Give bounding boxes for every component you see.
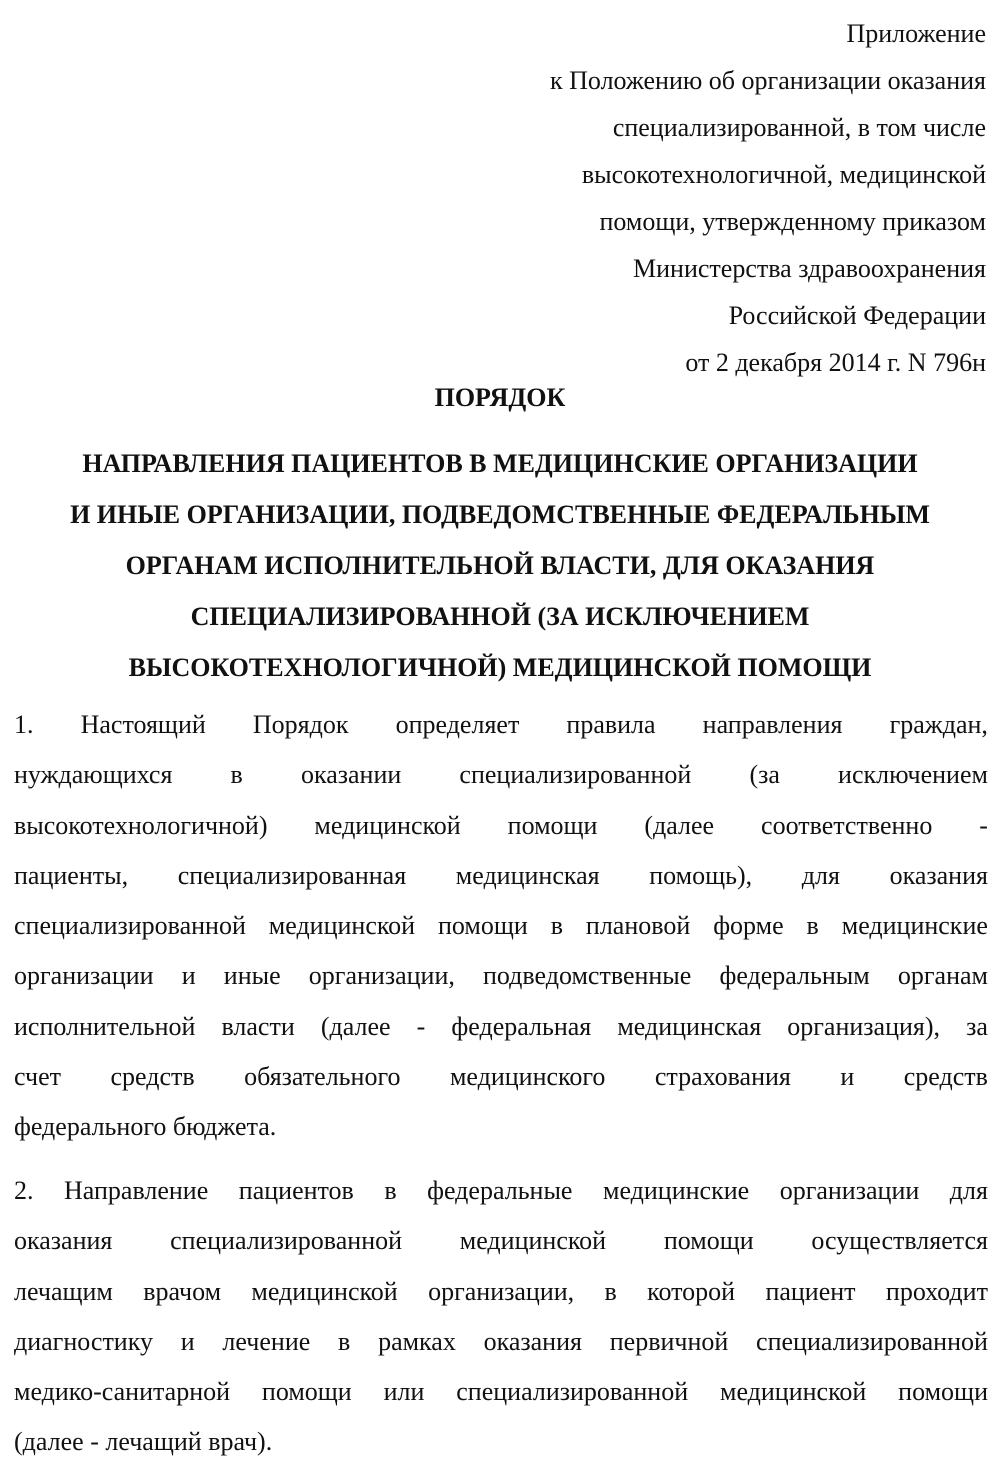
word: медицинской bbox=[314, 810, 461, 840]
word: оказания bbox=[483, 1326, 582, 1356]
word: организации bbox=[779, 1176, 920, 1205]
word: для bbox=[949, 1176, 988, 1205]
word: диагностику bbox=[14, 1326, 153, 1356]
word: организация), bbox=[787, 1011, 941, 1041]
word: медицинской bbox=[459, 1226, 607, 1256]
word: федеральные bbox=[427, 1176, 573, 1205]
justified-line bbox=[14, 1052, 988, 1102]
word: иные bbox=[223, 961, 281, 991]
word: медицинской bbox=[720, 1377, 867, 1407]
subtitle-line: ОРГАНАМ ИСПОЛНИТЕЛЬНОЙ ВЛАСТИ, ДЛЯ ОКАЗАНИЯ bbox=[125, 551, 875, 580]
word: граждан, bbox=[889, 710, 988, 739]
appendix-line: от 2 декабря 2014 г. N 796н bbox=[685, 348, 986, 377]
word: специализированной bbox=[459, 760, 692, 790]
word: в bbox=[806, 911, 819, 941]
word: пациентов bbox=[238, 1176, 354, 1205]
justified-line bbox=[14, 901, 988, 951]
word: федеральным bbox=[719, 961, 870, 991]
word: оказания bbox=[14, 1226, 113, 1256]
word: оказании bbox=[300, 760, 402, 790]
justified-line bbox=[14, 1166, 988, 1216]
last-line: федерального бюджета. bbox=[14, 1112, 277, 1142]
word: власти bbox=[221, 1011, 295, 1041]
word: для bbox=[801, 860, 840, 890]
word: помощи bbox=[507, 810, 598, 840]
word: федеральная bbox=[451, 1011, 592, 1041]
word: специализированной bbox=[170, 1226, 403, 1256]
justified-line bbox=[14, 1002, 988, 1052]
word: пациенты, bbox=[14, 860, 129, 890]
word: помощи bbox=[438, 911, 528, 941]
word: 1. bbox=[14, 710, 34, 739]
word: в bbox=[338, 1326, 351, 1356]
word: правила bbox=[566, 710, 656, 739]
justified-line bbox=[14, 750, 988, 800]
word: лечащим bbox=[14, 1276, 113, 1306]
word: помощи bbox=[898, 1377, 988, 1407]
subtitle-line: И ИНЫЕ ОРГАНИЗАЦИИ, ПОДВЕДОМСТВЕННЫЕ ФЕДЕРАЛЬНЫМ bbox=[70, 500, 930, 529]
word: лечение bbox=[222, 1326, 311, 1356]
word: помощь), bbox=[649, 860, 753, 890]
word: помощи bbox=[663, 1226, 754, 1256]
word: - bbox=[979, 810, 988, 840]
word: или bbox=[383, 1377, 425, 1407]
word: пациент bbox=[765, 1276, 856, 1306]
word: которой bbox=[647, 1276, 736, 1306]
word: форме bbox=[713, 911, 784, 941]
word: за bbox=[966, 1011, 988, 1041]
word: проходит bbox=[885, 1276, 988, 1306]
word: организации, bbox=[428, 1276, 575, 1306]
word: медико-санитарной bbox=[14, 1377, 231, 1407]
word: исполнительной bbox=[14, 1011, 196, 1041]
justified-line bbox=[14, 1267, 988, 1317]
word: и bbox=[181, 961, 196, 991]
justified-line bbox=[14, 1216, 988, 1266]
word: медицинская bbox=[617, 1011, 762, 1041]
word: помощи bbox=[261, 1377, 352, 1407]
appendix-header bbox=[286, 10, 986, 386]
word: Порядок bbox=[252, 710, 349, 739]
word: исключением bbox=[838, 760, 988, 790]
word: медицинского bbox=[449, 1062, 606, 1092]
word: обязательного bbox=[244, 1062, 401, 1092]
justified-line bbox=[14, 801, 988, 851]
subtitle-line: НАПРАВЛЕНИЯ ПАЦИЕНТОВ В МЕДИЦИНСКИЕ ОРГАНИЗАЦИИ bbox=[82, 449, 918, 478]
word: специализированной bbox=[14, 911, 246, 941]
appendix-line: специализированной, в том числе bbox=[612, 113, 986, 142]
document-title: ПОРЯДОК bbox=[434, 383, 566, 412]
word: в bbox=[384, 1176, 397, 1205]
justified-line bbox=[14, 1367, 988, 1417]
word: медицинские bbox=[841, 911, 988, 941]
word: медицинской bbox=[251, 1276, 398, 1306]
word: счет bbox=[14, 1062, 61, 1092]
subtitle-line: СПЕЦИАЛИЗИРОВАННОЙ (ЗА ИСКЛЮЧЕНИЕМ bbox=[190, 602, 810, 631]
justified-line bbox=[14, 851, 988, 901]
word: медицинские bbox=[603, 1176, 750, 1205]
word: Направление bbox=[64, 1176, 209, 1205]
justified-line bbox=[14, 700, 988, 750]
word: в bbox=[604, 1276, 617, 1306]
justified-line bbox=[14, 951, 988, 1001]
word: средств bbox=[110, 1062, 195, 1092]
word: оказания bbox=[889, 860, 988, 890]
paragraph-2 bbox=[14, 1166, 988, 1468]
word: подведомственные bbox=[483, 961, 692, 991]
word: специализированной bbox=[456, 1377, 689, 1407]
word: и bbox=[840, 1062, 855, 1092]
word: специализированной bbox=[756, 1326, 988, 1356]
word: страхования bbox=[654, 1062, 791, 1092]
word: осуществляется bbox=[811, 1226, 988, 1256]
word: соответственно bbox=[761, 810, 933, 840]
appendix-line: Министерства здравоохранения bbox=[633, 254, 986, 283]
last-line: (далее - лечащий врач). bbox=[14, 1427, 273, 1457]
word: определяет bbox=[395, 710, 520, 739]
word: рамках bbox=[378, 1326, 456, 1356]
word: высокотехнологичной) bbox=[14, 810, 268, 840]
word: организации, bbox=[308, 961, 455, 991]
word: плановой bbox=[585, 911, 691, 941]
document-subtitle bbox=[0, 438, 1000, 693]
word: медицинской bbox=[268, 911, 416, 941]
word: и bbox=[180, 1326, 195, 1356]
appendix-line: Приложение bbox=[846, 19, 986, 48]
word: медицинская bbox=[455, 860, 600, 890]
word: врачом bbox=[143, 1276, 222, 1306]
word: - bbox=[416, 1011, 426, 1041]
word: 2. bbox=[14, 1176, 34, 1205]
word: первичной bbox=[609, 1326, 729, 1356]
word: Настоящий bbox=[80, 710, 206, 739]
subtitle-line: ВЫСОКОТЕХНОЛОГИЧНОЙ) МЕДИЦИНСКОЙ ПОМОЩИ bbox=[128, 653, 872, 682]
word: (далее bbox=[320, 1011, 391, 1041]
word: в bbox=[230, 760, 243, 790]
word: организации bbox=[14, 961, 154, 991]
appendix-line: Российской Федерации bbox=[728, 301, 986, 330]
word: средств bbox=[903, 1062, 988, 1092]
word: органам bbox=[897, 961, 988, 991]
word: (далее bbox=[644, 810, 715, 840]
word: направления bbox=[702, 710, 843, 739]
word: специализированная bbox=[177, 860, 407, 890]
paragraph-1 bbox=[14, 700, 988, 1153]
word: в bbox=[550, 911, 564, 941]
justified-line bbox=[14, 1317, 988, 1367]
appendix-line: к Положению об организации оказания bbox=[550, 66, 986, 95]
appendix-line: помощи, утвержденному приказом bbox=[599, 207, 986, 236]
word: (за bbox=[749, 760, 780, 790]
appendix-line: высокотехнологичной, медицинской bbox=[581, 160, 986, 189]
word: нуждающихся bbox=[14, 760, 173, 790]
